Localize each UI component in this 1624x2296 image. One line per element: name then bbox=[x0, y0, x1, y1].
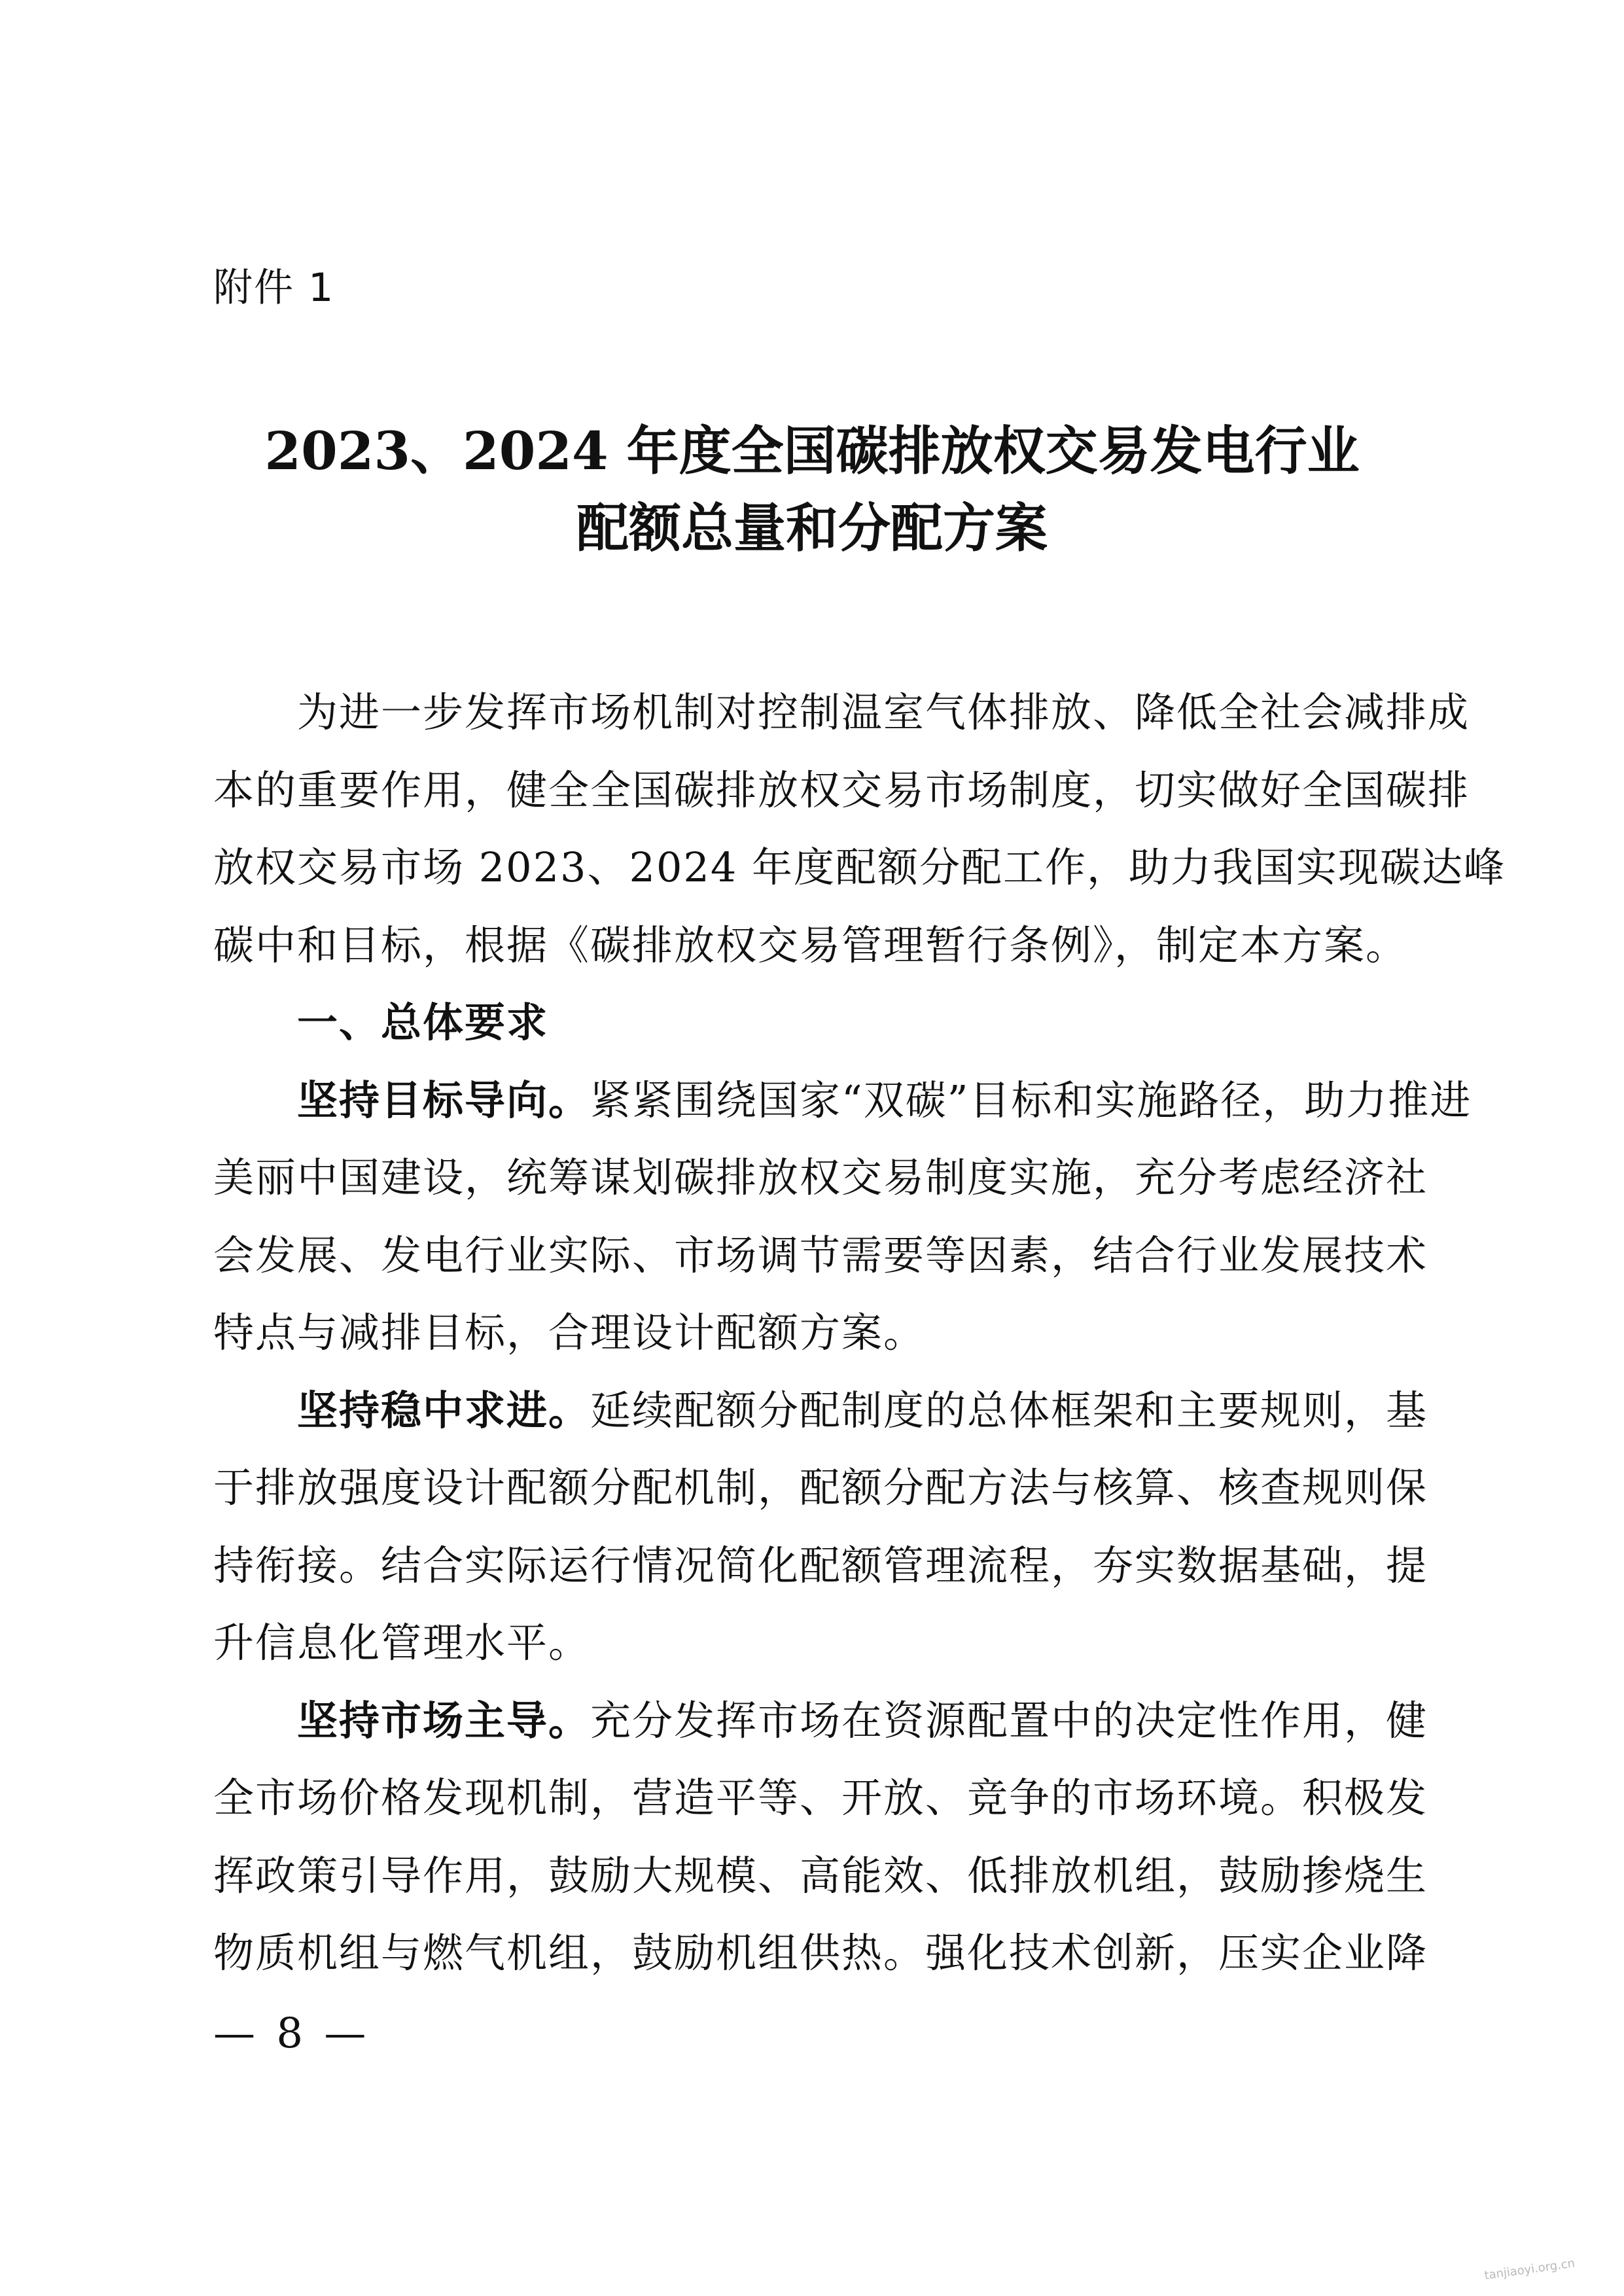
watermark: tanjiaoyi.org.cn bbox=[1483, 2256, 1576, 2283]
steady-progress-paragraph bbox=[213, 1372, 1428, 1682]
paragraph-lead: 坚持市场主导。 bbox=[297, 1696, 591, 1744]
paragraph-line: 为进一步发挥市场机制对控制温室气体排放、降低全社会减排成 bbox=[297, 688, 1470, 736]
intro-paragraph bbox=[213, 674, 1506, 984]
document-title-line-1: 2023、2024 年度全国碳排放权交易发电行业 bbox=[264, 420, 1360, 482]
paragraph-line: 挥政策引导作用，鼓励大规模、高能效、低排放机组，鼓励掺烧生 bbox=[213, 1851, 1428, 1899]
paragraph-line-text: 紧紧围绕国家“双碳”目标和实施路径，助力推进 bbox=[590, 1076, 1472, 1124]
attachment-label: 附件 1 bbox=[213, 265, 335, 311]
paragraph-line: 放权交易市场 2023、2024 年度配额分配工作，助力我国实现碳达峰 bbox=[213, 843, 1506, 891]
paragraph-line: 本的重要作用，健全全国碳排放权交易市场制度，切实做好全国碳排 bbox=[213, 766, 1470, 814]
page-number: — 8 — bbox=[213, 2009, 370, 2058]
paragraph-line: 全市场价格发现机制，营造平等、开放、竞争的市场环境。积极发 bbox=[213, 1774, 1428, 1822]
paragraph-line-text: 充分发挥市场在资源配置中的决定性作用，健 bbox=[590, 1696, 1428, 1744]
paragraph-first-line bbox=[213, 1062, 1472, 1140]
paragraph-line: 升信息化管理水平。 bbox=[213, 1619, 591, 1667]
paragraph-line: 持衔接。结合实际运行情况简化配额管理流程，夯实数据基础，提 bbox=[213, 1541, 1428, 1589]
paragraph-line: 碳中和目标，根据《碳排放权交易管理暂行条例》，制定本方案。 bbox=[213, 921, 1408, 969]
paragraph-line: 美丽中国建设，统筹谋划碳排放权交易制度实施，充分考虑经济社 bbox=[213, 1154, 1428, 1201]
document-title bbox=[213, 412, 1411, 567]
paragraph-first-line bbox=[213, 1682, 1428, 1760]
paragraph-line: 会发展、发电行业实际、市场调节需要等因素，结合行业发展技术 bbox=[213, 1231, 1428, 1279]
document-title-line-2: 配额总量和分配方案 bbox=[576, 497, 1048, 559]
document-body bbox=[213, 674, 1506, 1992]
paragraph-line: 特点与减排目标，合理设计配额方案。 bbox=[213, 1309, 926, 1356]
section-heading: 一、总体要求 bbox=[297, 998, 549, 1046]
paragraph-line: 物质机组与燃气机组，鼓励机组供热。强化技术创新，压实企业降 bbox=[213, 1929, 1428, 1977]
paragraph-line-text: 延续配额分配制度的总体框架和主要规则，基 bbox=[590, 1386, 1428, 1434]
paragraph-lead: 坚持目标导向。 bbox=[297, 1076, 591, 1124]
section-heading-general-requirements bbox=[213, 984, 1411, 1062]
paragraph-line: 于排放强度设计配额分配机制，配额分配方法与核算、核查规则保 bbox=[213, 1464, 1428, 1511]
paragraph-first-line bbox=[213, 1372, 1428, 1450]
market-led-paragraph bbox=[213, 1682, 1428, 1992]
paragraph-lead: 坚持稳中求进。 bbox=[297, 1386, 591, 1434]
goal-orientation-paragraph bbox=[213, 1062, 1472, 1372]
